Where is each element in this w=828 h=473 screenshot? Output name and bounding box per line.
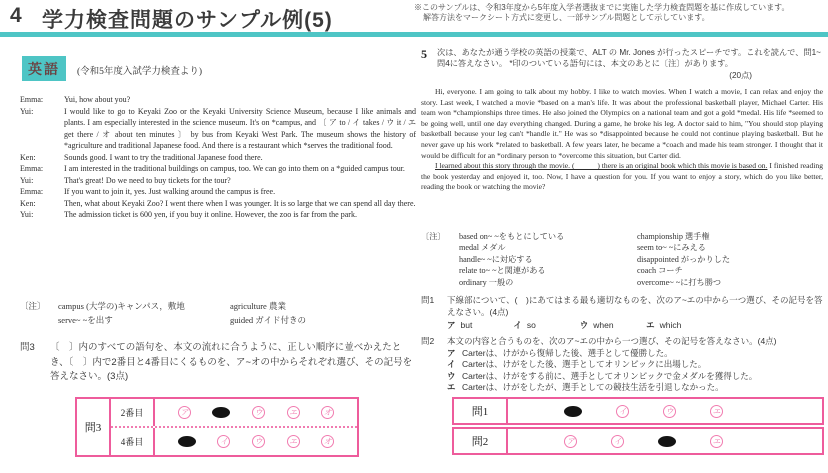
title-underline-bar: [0, 32, 828, 37]
option: [513, 320, 577, 332]
question-number: 5: [421, 47, 427, 61]
mark-bubble: ウ: [252, 435, 265, 448]
glossary-entry: campus (大学の)キャンパス，敷地: [58, 301, 185, 311]
glossary-entry: handle~ ~に対応する: [459, 254, 533, 264]
points-note: (20点): [729, 71, 752, 80]
glossary-entry: based on~ ~をもとにしている: [459, 232, 565, 241]
glossary-entry: guided ガイド付きの: [230, 314, 307, 325]
answer-row: [452, 427, 824, 455]
mark-bubble: ア: [564, 435, 577, 448]
speaker-text: That's great! Do we need to buy tickets for the tour?: [64, 175, 231, 185]
option-letter: ウ: [447, 370, 456, 381]
speaker-text: I am interested in the traditional buildings on campus, too. We can go into them on a *guided campus tour.: [64, 164, 405, 173]
dialogue-line: [20, 186, 416, 198]
option: [580, 320, 644, 332]
speaker-name: Ken:: [20, 152, 36, 162]
dialogue-line: [20, 198, 416, 210]
option-word: when: [593, 320, 614, 330]
glossary-column: [58, 300, 230, 327]
mark-bubble-filled: [212, 407, 230, 418]
speaker-name: Emma:: [20, 164, 44, 173]
answer-row: [111, 399, 357, 428]
speech-paragraph-2: [421, 161, 823, 193]
option-letter: ア: [447, 320, 456, 330]
question-text: 本文の内容と合うものを、次のア~エの中から一つ選び、その記号を答えなさい。(4点): [447, 336, 777, 346]
glossary-entry: seem to~ ~にみえる: [637, 243, 706, 253]
answer-sheet-q3: [75, 397, 359, 457]
glossary-entry: overcome~ ~に打ち勝つ: [637, 277, 722, 287]
question-3-instruction: [20, 341, 414, 385]
glossary-entry: coach コーチ: [637, 266, 683, 276]
mark-bubble: オ: [321, 406, 334, 419]
answer-options: [155, 428, 357, 455]
question-label: 問1: [421, 295, 435, 305]
answer-row: [111, 428, 357, 455]
glossary-entry: agriculture 農業: [230, 301, 286, 311]
glossary-entry: medal メダル: [459, 243, 506, 253]
mark-bubble: エ: [287, 435, 300, 448]
answer-row-label: 問3: [77, 399, 111, 455]
dialogue-line: [20, 163, 416, 175]
subject-source-note: (令和5年度入試学力検査より): [77, 67, 203, 77]
answer-sheet-q1-q2: [452, 397, 824, 455]
mark-bubble: イ: [611, 435, 624, 448]
mark-bubble: ウ: [663, 405, 676, 418]
option: [421, 371, 825, 383]
question-label: 問2: [421, 336, 435, 346]
speech-passage: [421, 87, 823, 193]
question-text: 〔 〕内のすべての語句を、本文の流れに合うように、正しい順序に並べかえたとき、〔 〕内で2番目と4番目にくるものを、ア~オの中からそれぞれ選び、その記号を答えなさい。(3点): [50, 342, 413, 382]
mark-bubble: エ: [710, 405, 723, 418]
mark-bubble: エ: [710, 435, 723, 448]
answer-sheet-body: [111, 399, 357, 455]
answer-row-label: 問1: [454, 399, 508, 423]
glossary-entry: relate to~ ~と関連がある: [459, 266, 546, 276]
header-note: [414, 3, 826, 23]
mark-bubble-filled: [178, 436, 196, 447]
option: [421, 348, 825, 360]
mark-bubble: ウ: [252, 406, 265, 419]
option: [646, 320, 710, 332]
glossary-column: [230, 300, 412, 327]
speaker-name: Ken:: [20, 198, 36, 208]
glossary-entry: championship 選手権: [637, 232, 710, 241]
speaker-name: Yui:: [20, 175, 34, 185]
glossary-column: [637, 231, 825, 288]
dialogue-line: [20, 175, 416, 187]
option-letter: イ: [513, 320, 522, 330]
answer-row: [452, 397, 824, 425]
question-label: 問3: [20, 342, 35, 353]
speaker-name: Emma:: [20, 95, 44, 104]
mark-bubble: オ: [321, 435, 334, 448]
option-letter: エ: [646, 320, 655, 330]
option-letter: エ: [447, 382, 456, 392]
speech-paragraph-2-rest: I finished reading the book yesterday and enjoyed it, too. Now, I have a question for you. If you want to enjoy a story, which do you like better, reading the book or watching the movie?: [421, 161, 823, 192]
header-note-line2: 解答方法をマークシート方式に変更し、一部サンプル問題として示しています。: [423, 13, 710, 22]
underlined-sentence: I learned about this story through the movie. ( ) there is an original book which this movie is based on.: [435, 161, 768, 171]
speaker-name: Emma:: [20, 187, 44, 196]
glossary-entry: disappointed がっかりした: [637, 254, 731, 264]
question-2-instruction: [421, 336, 825, 348]
question-text: 下線部について、( )にあてはまる最も適切なものを、次のア~エの中から一つ選び、その記号を答えなさい。(4点): [447, 295, 823, 317]
option-text: Carterは、けがをしたが、選手としての競技生活を引退しなかった。: [462, 382, 724, 392]
page-title: 学力検査問題のサンプル例(5): [42, 9, 333, 32]
glossary-entry: serve~ ~を出す: [58, 314, 113, 325]
option: [421, 359, 825, 371]
dialogue-line: [20, 152, 416, 164]
dialogue-passage: [20, 94, 416, 221]
option-letter: イ: [447, 359, 456, 369]
glossary-entry: ordinary 一般の: [459, 277, 514, 287]
question-1-instruction: [421, 295, 825, 318]
speaker-text: I would like to go to Keyaki Zoo or the Keyaki University Science Museum, because I like animals and plants. I am especially interested in the science museum. It's on *campus, and 〔 ア to / イ takes / ウ it / エ get there / オ about ten minutes 〕 by bus from Keyaki West Park. The museum shows the history of *agriculture and traditional Japanese food. And there is a restaurant which *serves the traditional food.: [64, 106, 416, 150]
mark-bubble-filled: [564, 406, 582, 417]
header-note-line1: ※このサンプルは、令和3年度から5年度入学者選抜までに実施した学力検査問題を基に作成しています。: [414, 3, 790, 12]
dialogue-line: [20, 94, 416, 106]
option: [447, 320, 511, 332]
mark-bubble: ア: [178, 406, 191, 419]
answer-options: [508, 399, 822, 423]
speaker-name: Yui:: [20, 210, 34, 219]
dialogue-line: [20, 106, 416, 152]
section-number: 4: [10, 4, 22, 27]
answer-sub-label: 2番目: [111, 399, 155, 426]
mark-bubble: イ: [217, 435, 230, 448]
glossary-right: [421, 231, 825, 288]
answer-options: [508, 429, 822, 453]
option-letter: ウ: [579, 320, 589, 330]
glossary-column: [459, 231, 637, 288]
speaker-text: If you want to join it, yes. Just walking around the campus is free.: [64, 187, 276, 196]
glossary-label: 〔注〕: [421, 232, 446, 241]
speech-paragraph-1: Hi, everyone. I am going to talk about my hobby. I like to watch movies. When I watch a movie, I can relax and enjoy the story. Last week, I watched a movie *based on a man's life. It was about the professional basketball player, Michael Carter. His team won *championships three times. He also joined the Olympics on a national team and got a gold *medal. His life *seemed to be going well, until one day everything changed. During a game, he broke his leg. A doctor said to him, "You should stop playing basketball because your leg can't *handle it." He was so *disappointed because he could not continue playing basketball. But he never gave up his work *related to basketball. A few years later, he became a *coach and made his team stronger. I thought that it would be difficult for an *ordinary person to *overcome this situation, but Carter did.: [421, 87, 823, 160]
speaker-text: The admission ticket is 600 yen, if you buy it online. However, the zoo is far from the park.: [64, 210, 357, 219]
question-2: [421, 336, 825, 394]
option-text: Carterは、けがをする前に、選手としてオリンピックで金メダルを獲得した。: [462, 370, 758, 381]
speaker-text: Sounds good. I want to try the traditional Japanese food there.: [64, 152, 263, 162]
option-word: but: [460, 320, 473, 330]
glossary-label: 〔注〕: [20, 301, 46, 311]
mark-bubble: イ: [616, 405, 629, 418]
mark-bubble: エ: [287, 406, 300, 419]
answer-row-label: 問2: [454, 429, 508, 453]
question-1: [421, 295, 825, 332]
question-5-instruction: [421, 47, 825, 69]
mark-bubble-filled: [658, 436, 676, 447]
speaker-text: Yui, how about you?: [64, 95, 131, 104]
dialogue-line: [20, 209, 416, 221]
option-text: Carterは、けがから復帰した後、選手として優勝した。: [462, 347, 673, 358]
speaker-name: Yui:: [20, 106, 34, 116]
option: [421, 382, 825, 394]
option-word: so: [526, 320, 536, 330]
glossary-left: [20, 300, 412, 327]
speaker-text: Then, what about Keyaki Zoo? I went there when I was younger. It is so large that we can spend all day there.: [64, 198, 416, 208]
question-1-options: [421, 318, 825, 332]
answer-sub-label: 4番目: [111, 428, 155, 455]
option-text: Carterは、けがをした後、選手としてオリンピックに出場した。: [462, 359, 707, 369]
option-letter: ア: [447, 347, 456, 358]
answer-options: [155, 399, 357, 426]
option-word: which: [659, 320, 682, 330]
subject-badge: 英語: [22, 56, 66, 81]
question-text: 次は、あなたが通う学校の英語の授業で、ALT の Mr. Jones が行ったスピーチです。これを読んで、問1~問4に答えなさい。 *印のついている語句には、本文のあとに〔注〕があります。: [437, 48, 821, 68]
